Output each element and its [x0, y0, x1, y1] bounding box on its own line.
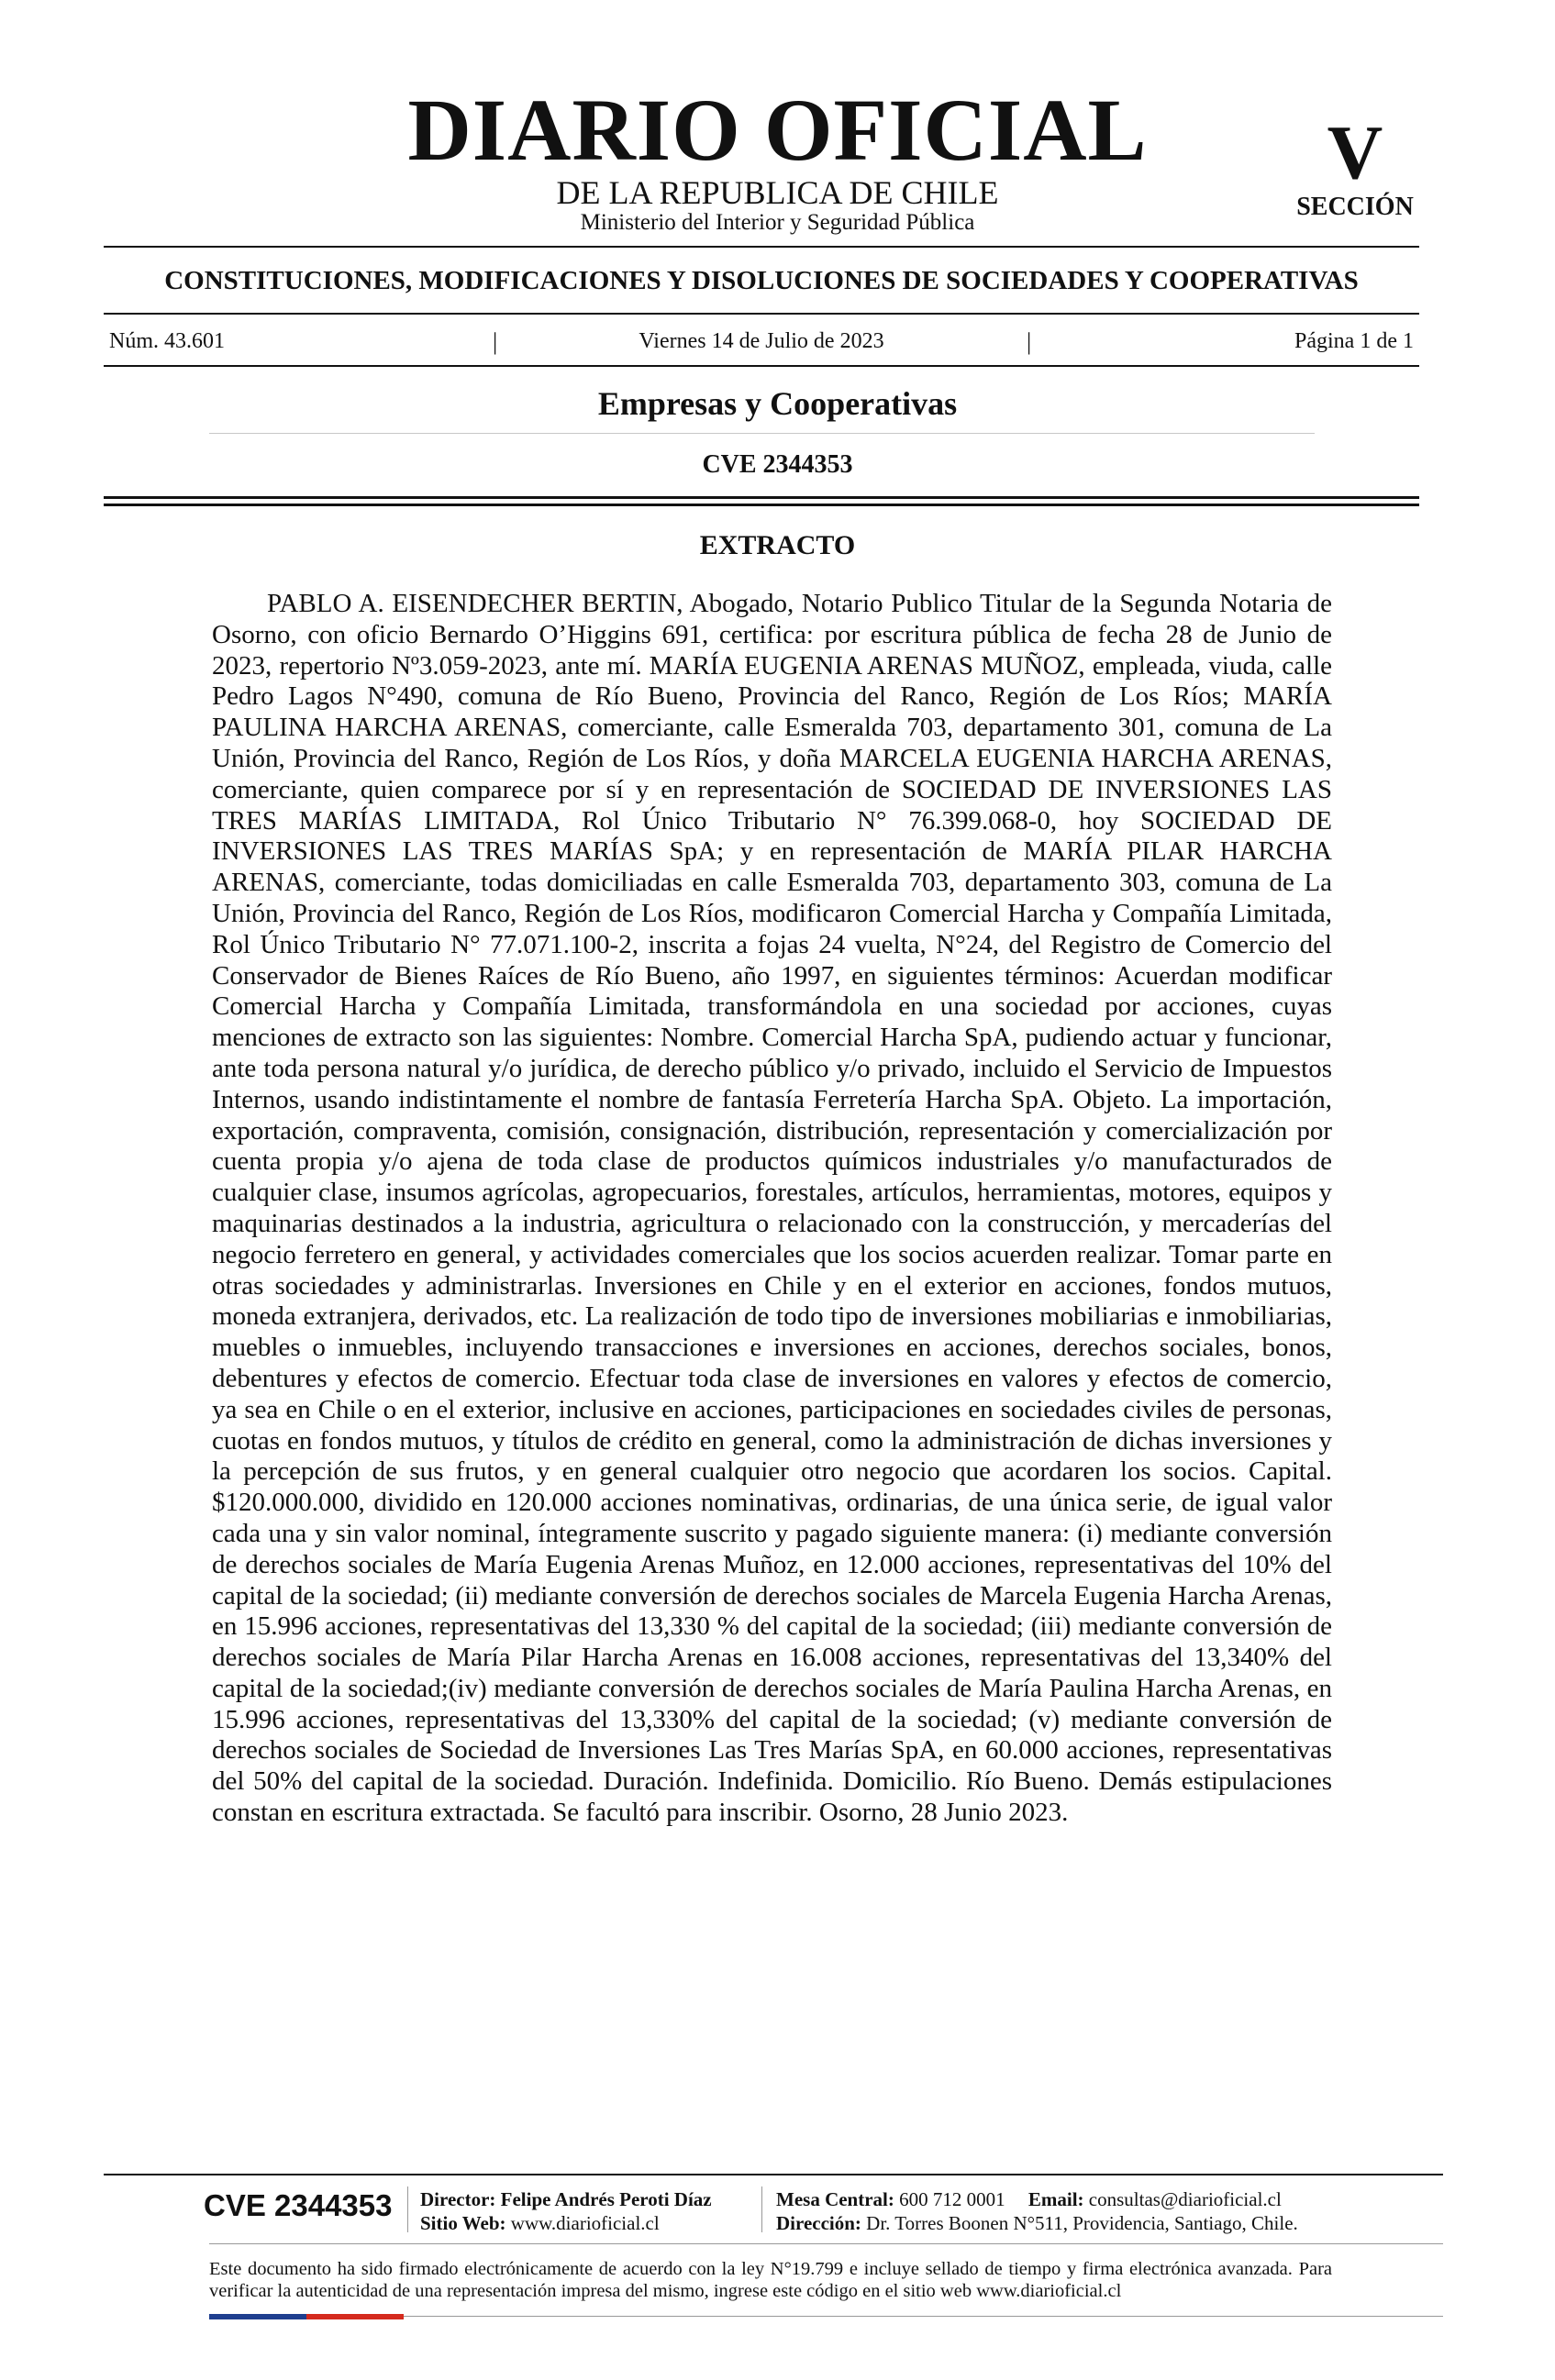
footer-bottom-rule [404, 2316, 1443, 2317]
double-rule-bottom [104, 504, 1419, 506]
address-line [776, 2214, 1298, 2233]
director-line [420, 2190, 712, 2209]
issue-number: Núm. 43.601 [109, 329, 225, 353]
footer-rule [104, 2174, 1443, 2175]
issue-info-bar [104, 330, 1419, 356]
website-line [420, 2214, 660, 2233]
email-link[interactable]: consultas@diarioficial.cl [1088, 2188, 1282, 2210]
signature-notice: Este documento ha sido firmado electrónicamente de acuerdo con la ley N°19.799 e incluye sellado de tiempo y firma electrónica avanzada. Para verificar la autenticidad de una representación impresa del mismo, ingrese este código en el sitio web www.diarioficial.cl [209, 2259, 1332, 2301]
cve-code: CVE 2344353 [702, 450, 853, 479]
director-name: Felipe Andrés Peroti Díaz [500, 2188, 712, 2210]
section-letter: V [1327, 110, 1383, 195]
page-indicator: Página 1 de 1 [1294, 329, 1414, 353]
website-link[interactable]: www.diarioficial.cl [510, 2212, 660, 2234]
section-rule [104, 313, 1419, 315]
header-rule [104, 246, 1419, 248]
info-separator: | [493, 328, 498, 355]
extract-body: PABLO A. EISENDECHER BERTIN, Abogado, Notario Publico Titular de la Segunda Notaria de Osorno, con oficio Bernardo O’Higgins 691, certifica: por escritura pública de fecha 28 de Junio de 2023, repertorio Nº3.059-2023, ante mí. MARÍA EUGENIA ARENAS MUÑOZ, empleada, viuda, calle Pedro Lagos N°490, comuna de Río Bueno, Provincia del Ranco, Región de Los Ríos; MARÍA PAULINA HARCHA ARENAS, comerciante, calle Esmeralda 703, departamento 301, comuna de La Unión, Provincia del Ranco, Región de Los Ríos, y doña MARCELA EUGENIA HARCHA ARENAS, comerciante, quien comparece por sí y en representación de SOCIEDAD DE INVERSIONES LAS TRES MARÍAS LIMITADA, Rol Único Tributario N° 76.399.068-0, hoy SOCIEDAD DE INVERSIONES LAS TRES MARÍAS SpA; y en representación de MARÍA PILAR HARCHA ARENAS, comerciante, todas domiciliadas en calle Esmeralda 703, departamento 303, comuna de La Unión, Provincia del Ranco, Región de Los Ríos, modificaron Comercial Harcha y Compañía Limitada, Rol Único Tributario N° 77.071.100-2, inscrita a fojas 24 vuelta, N°24, del Registro de Comercio del Conservador de Bienes Raíces de Río Bueno, año 1997, en siguientes términos: Acuerdan modificar Comercial Harcha y Compañía Limitada, transformándola en una sociedad por acciones, cuyas menciones de extracto son las siguientes: Nombre. Comercial Harcha SpA, pudiendo actuar y funcionar, ante toda persona natural y/o jurídica, de derecho público y/o privado, incluido el Servicio de Impuestos Internos, usando indistintamente el nombre de fantasía Ferretería Harcha SpA. Objeto. La importación, exportación, compraventa, comisión, consignación, distribución, representación y comercialización por cuenta propia y/o ajena de toda clase de productos químicos industriales y/o manufacturados de cualquier clase, insumos agrícolas, agropecuarios, forestales, artículos, herramientas, motores, equipos y maquinarias destinados a la industria, agricultura o relacionado con la construcción, y mercaderías del negocio ferretero en general, y actividades comerciales que los socios acuerden realizar. Tomar parte en otras sociedades y administrarlas. Inversiones en Chile y en el exterior en acciones, fondos mutuos, moneda extranjera, derivados, etc. La realización de todo tipo de inversiones mobiliarias e inmobiliarias, muebles o inmuebles, incluyendo transacciones e inversiones en acciones, derechos sociales, bonos, debentures y efectos de comercio. Efectuar toda clase de inversiones en valores y efectos de comercio, ya sea en Chile o en el exterior, inclusive en acciones, participaciones en sociedades civiles de personas, cuotas en fondos mutuos, y títulos de crédito en general, como la administración de dichas inversiones y la percepción de sus frutos, y en general cualquier otro negocio que acordaren los socios. Capital. $120.000.000, dividido en 120.000 acciones nominativas, ordinarias, de una única serie, de igual valor cada una y sin valor nominal, íntegramente suscrito y pagado siguiente manera: (i) mediante conversión de derechos sociales de María Eugenia Arenas Muñoz, en 12.000 acciones, representativas del 10% del capital de la sociedad; (ii) mediante conversión de derechos sociales de Marcela Eugenia Harcha Arenas, en 15.996 acciones, representativas del 13,330 % del capital de la sociedad; (iii) mediante conversión de derechos sociales de María Pilar Harcha Arenas en 16.008 acciones, representativas del 13,340% del capital de la sociedad;(iv) mediante conversión de derechos sociales de María Paulina Harcha Arenas, en 15.996 acciones, representativas del 13,330% del capital de la sociedad; (v) mediante conversión de derechos sociales de Sociedad de Inversiones Las Tres Marías SpA, en 60.000 acciones, representativas del 50% del capital de la sociedad. Duración. Indefinida. Domicilio. Río Bueno. Demás estipulaciones constan en escritura extractada. Se facultó para inscribir. Osorno, 28 Junio 2023. [212, 589, 1332, 1828]
issue-date: Viernes 14 de Julio de 2023 [639, 329, 884, 353]
newspaper-subtitle: DE LA REPUBLICA DE CHILE [556, 174, 999, 211]
phone-number: 600 712 0001 [899, 2188, 1005, 2210]
newspaper-title: DIARIO OFICIAL [407, 81, 1148, 179]
address-value: Dr. Torres Boonen N°511, Providencia, Santiago, Chile. [866, 2212, 1298, 2234]
category-title: Empresas y Cooperativas [597, 385, 958, 422]
double-rule-top [104, 496, 1419, 499]
footer-inner-rule [209, 2243, 1443, 2244]
address-label: Dirección: [776, 2212, 861, 2234]
phone-label: Mesa Central: [776, 2188, 894, 2210]
category-rule [209, 433, 1315, 434]
email-label: Email: [1027, 2188, 1084, 2210]
footer-divider [407, 2186, 408, 2232]
info-separator: | [1027, 328, 1032, 355]
flag-stripe-blue [209, 2314, 306, 2319]
footer-divider [761, 2186, 762, 2232]
flag-stripe-red [306, 2314, 404, 2319]
section-label: SECCIÓN [1296, 193, 1414, 221]
footer-cve-code: CVE 2344353 [204, 2188, 393, 2222]
contact-line [776, 2190, 1282, 2209]
website-label: Sitio Web: [420, 2212, 506, 2234]
ministry-line: Ministerio del Interior y Seguridad Pública [580, 210, 975, 235]
director-label: Director: [420, 2188, 496, 2210]
document-heading: EXTRACTO [699, 530, 856, 560]
info-rule [104, 365, 1419, 367]
section-title: CONSTITUCIONES, MODIFICACIONES Y DISOLUCIONES DE SOCIEDADES Y COOPERATIVAS [164, 266, 1359, 295]
